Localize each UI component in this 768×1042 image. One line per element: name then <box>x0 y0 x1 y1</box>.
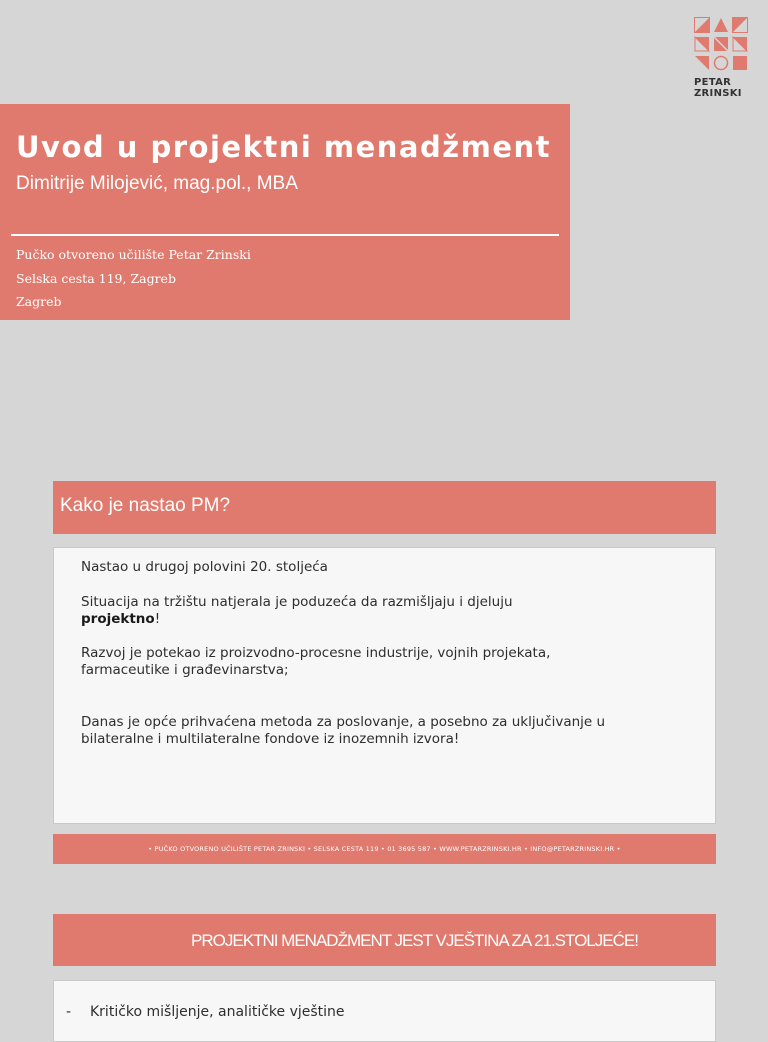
petar-zrinski-logo <box>694 17 752 99</box>
slide2-bullet-1 <box>66 1004 345 1020</box>
slide1-paragraph-2-bold: projektno <box>81 611 155 627</box>
title-divider <box>11 234 559 236</box>
logo-icon <box>694 17 752 71</box>
logo-text <box>694 77 752 99</box>
slide1-paragraph-2-end: ! <box>154 611 161 627</box>
presentation-author: Dimitrije Milojević, mag.pol., MBA <box>16 173 298 194</box>
slide1-paragraph-2-text: Situacija na tržištu natjerala je poduzeća da razmišljaju i djeluju <box>81 594 513 610</box>
footer-bar <box>53 834 716 864</box>
logo-line-1: PETAR <box>694 77 732 88</box>
institution-info <box>16 243 251 314</box>
title-block <box>0 104 570 320</box>
slide1-paragraph-4: Danas je opće prihvaćena metoda za poslovanje, a posebno za uključivanje u bilateralne i multilateralne fondove iz inozemnih izvora! <box>81 714 606 747</box>
presentation-title: Uvod u projektni menadžment <box>16 130 552 164</box>
slide2-header <box>53 914 716 966</box>
institution-name: Pučko otvoreno učilište Petar Zrinski <box>16 247 251 262</box>
slide2-heading: PROJEKTNI MENADŽMENT JEST VJEŠTINA ZA 21.STOLJEĆE! <box>191 931 638 950</box>
institution-address: Selska cesta 119, Zagreb <box>16 270 176 286</box>
logo-line-2: ZRINSKI <box>694 88 742 99</box>
slide1-paragraph-1: Nastao u drugoj polovini 20. stoljeća <box>81 559 328 575</box>
slide1-header <box>53 481 716 534</box>
slide1-heading: Kako je nastao PM? <box>60 495 231 516</box>
bullet-dash: - <box>66 1004 72 1020</box>
slide1-paragraph-2 <box>81 594 701 628</box>
slide1-paragraph-3: Razvoj je potekao iz proizvodno-procesne industrije, vojnih projekata, farmaceutike i građevinarstva; <box>81 645 551 678</box>
footer-text: • PUČKO OTVORENO UČILIŠTE PETAR ZRINSKI • SELSKA CESTA 119 • 01 3695 587 • WWW.PETARZRINSKI.HR • INFO@PETARZRINSKI.HR • <box>148 845 621 853</box>
institution-city: Zagreb <box>16 294 62 309</box>
slide2-content <box>53 980 716 1042</box>
slide1-content <box>53 547 716 824</box>
slide2-bullet-1-text: Kritičko mišljenje, analitičke vještine <box>90 1004 345 1020</box>
